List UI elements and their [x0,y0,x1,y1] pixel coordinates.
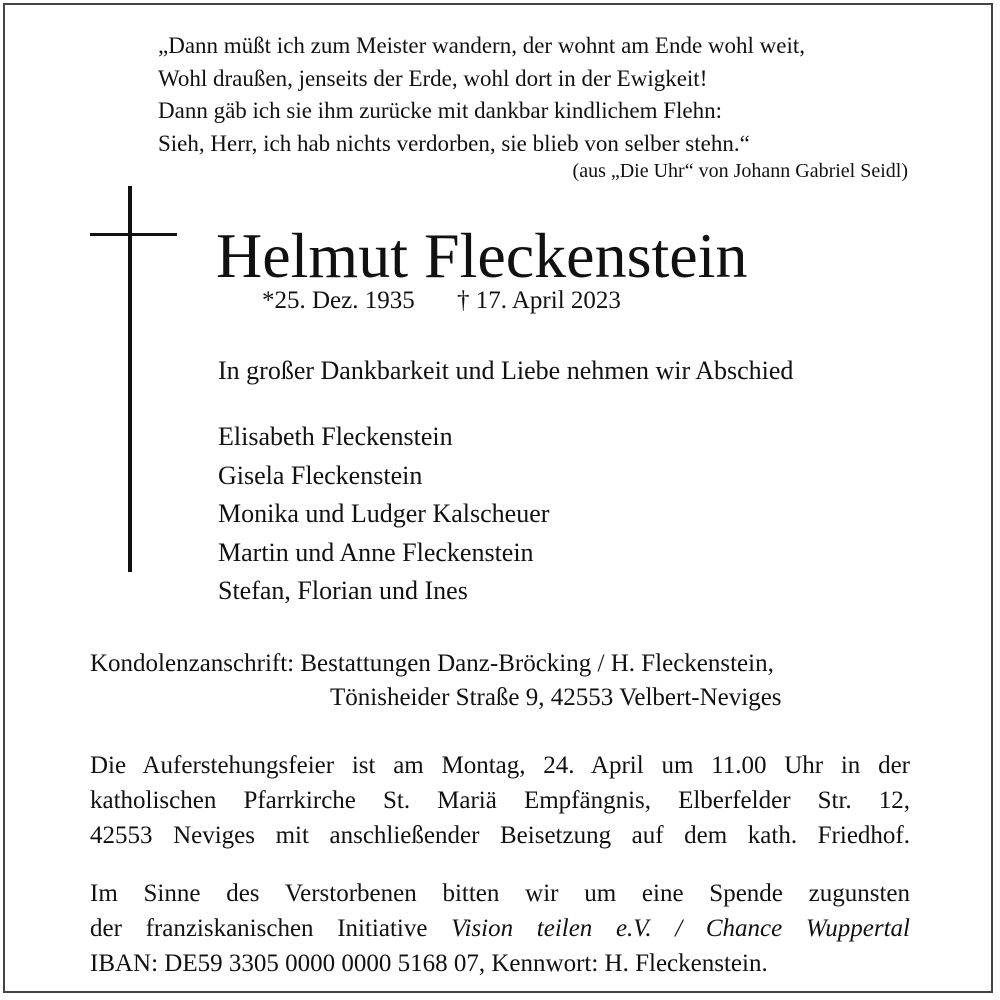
poem-line: Sieh, Herr, ich hab nichts verdorben, sie blieb von selber stehn.“ [158,130,750,156]
poem-line: Dann gäb ich sie ihm zurücke mit dankbar kindlichem Flehn: [158,98,722,123]
poem-line: Wohl draußen, jenseits der Erde, wohl dort in der Ewigkeit! [158,65,708,91]
farewell-text: In großer Dankbarkeit und Liebe nehmen wir Abschied [218,356,794,385]
death-date: † 17. April 2023 [457,287,621,314]
condolence-address [90,647,782,715]
initiative-name: Vision teilen e.V. / Chance Wuppertal [451,915,911,942]
donation-text: der franziskanischen Initiative [90,915,452,942]
cross-icon-bar [90,233,177,236]
condolence-line: Kondolenzanschrift: Bestattungen Danz-Bröcking / H. Fleckenstein, [90,650,774,677]
life-dates [262,287,621,315]
donation-line: Im Sinne des Verstorbenen bitten wir um eine Spende zugunsten [90,880,910,907]
ceremony-line: 42553 Neviges mit anschließender Beisetzung auf dem kath. Friedhof. [90,822,910,849]
poem [158,30,918,160]
family-member: Stefan, Florian und Ines [218,576,468,605]
family-member: Monika und Ludger Kalscheuer [218,499,550,528]
condolence-line: Tönisheider Straße 9, 42553 Velbert-Neviges [330,684,782,711]
birth-date: *25. Dez. 1935 [262,287,415,314]
family-list [218,418,549,611]
donation-paragraph [90,876,910,981]
family-member: Martin und Anne Fleckenstein [218,537,534,567]
ceremony-line: katholischen Pfarrkirche St. Mariä Empfängnis, Elberfelder Str. 12, [90,787,910,814]
ceremony-paragraph [90,748,910,853]
ceremony-line: Die Auferstehungsfeier ist am Montag, 24. April um 11.00 Uhr in der [90,752,910,779]
poem-source: (aus „Die Uhr“ von Johann Gabriel Seidl) [572,160,908,182]
poem-line: „Dann müßt ich zum Meister wandern, der wohnt am Ende wohl weit, [158,33,806,58]
donation-iban: IBAN: DE59 3305 0000 0000 5168 07, Kennwort: H. Fleckenstein. [90,950,768,977]
deceased-name: Helmut Fleckenstein [216,220,748,291]
family-member: Elisabeth Fleckenstein [218,422,453,451]
cross-icon [128,186,132,572]
family-member: Gisela Fleckenstein [218,460,423,490]
donation-line [90,911,910,946]
